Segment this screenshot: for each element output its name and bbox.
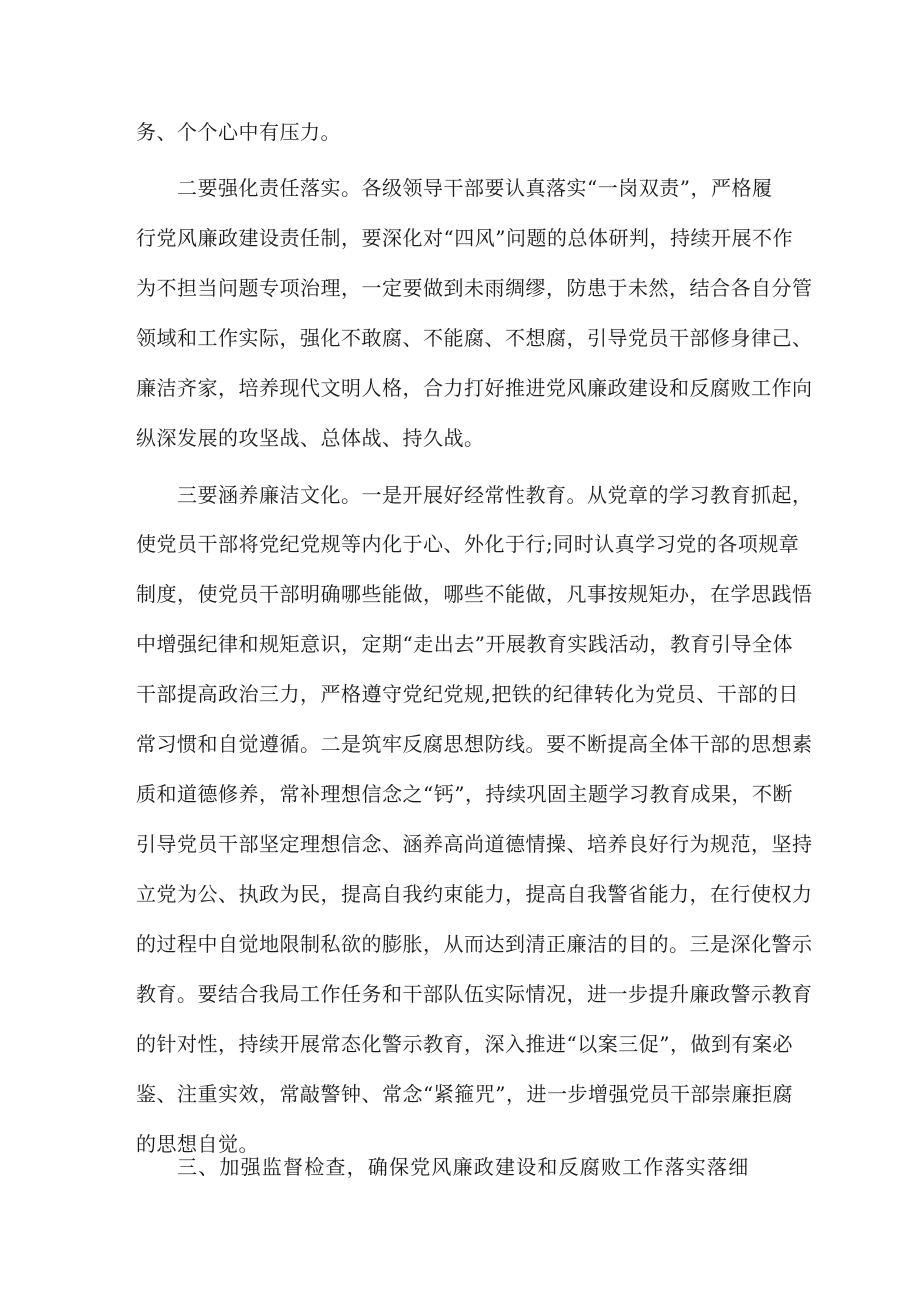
paragraph-2-line-2: 行党风廉政建设责任制，要深化对“四风”问题的总体研判，持续开展不作: [136, 226, 793, 250]
paragraph-3-line-5: 干部提高政治三力，严格遵守党纪党规,把铁的纪律转化为党员、干部的日: [136, 682, 799, 706]
paragraph-3-line-8: 引导党员干部坚定理想信念、涵养高尚道德情操、培养良好行为规范，坚持: [136, 832, 813, 856]
paragraph-2-line-3: 为不担当问题专项治理，一定要做到未雨绸缪，防患于未然，结合各自分管: [136, 276, 813, 300]
paragraph-3-line-14: 的思想自觉。: [136, 1132, 259, 1156]
paragraph-1-line-1: 务、个个心中有压力。: [136, 120, 341, 144]
paragraph-3-line-2: 使党员干部将党纪党规等内化于心、外化于行;同时认真学习党的各项规章: [136, 532, 800, 556]
paragraph-3-line-12: 的针对性，持续开展常态化警示教育，深入推进“以案三促”，做到有案必: [136, 1032, 793, 1056]
paragraph-3-line-1: 三要涵养廉洁文化。一是开展好经常性教育。从党章的学习教育抓起，: [177, 483, 813, 507]
paragraph-2-line-1: 二要强化责任落实。各级领导干部要认真落实“一岗双责”，严格履: [177, 176, 773, 200]
paragraph-3-line-7: 质和道德修养，常补理想信念之“钙”，持续巩固主题学习教育成果，不断: [136, 782, 793, 806]
paragraph-3-line-13: 鉴、注重实效，常敲警钟、常念“紧箍咒”，进一步增强党员干部崇廉拒腐: [136, 1082, 793, 1106]
paragraph-2-line-4: 领域和工作实际，强化不敢腐、不能腐、不想腐，引导党员干部修身律己、: [136, 326, 813, 350]
paragraph-3-line-9: 立党为公、执政为民，提高自我约束能力，提高自我警省能力，在行使权力: [136, 882, 813, 906]
paragraph-3-line-11: 教育。要结合我局工作任务和干部队伍实际情况，进一步提升廉政警示教育: [136, 982, 813, 1006]
paragraph-2-line-5: 廉洁齐家，培养现代文明人格，合力打好推进党风廉政建设和反腐败工作向: [136, 376, 813, 400]
section-heading: 三、加强监督检查，确保党风廉政建设和反腐败工作落实落细: [177, 1155, 750, 1179]
paragraph-3-line-4: 中增强纪律和规矩意识，定期“走出去”开展教育实践活动，教育引导全体: [136, 632, 793, 656]
paragraph-3-line-3: 制度，使党员干部明确哪些能做，哪些不能做，凡事按规矩办，在学思践悟: [136, 582, 813, 606]
paragraph-3-line-10: 的过程中自觉地限制私欲的膨胀，从而达到清正廉洁的目的。三是深化警示: [136, 932, 813, 956]
paragraph-2-line-6: 纵深发展的攻坚战、总体战、持久战。: [136, 426, 485, 450]
paragraph-3-line-6: 常习惯和自觉遵循。二是筑牢反腐思想防线。要不断提高全体干部的思想素: [136, 732, 813, 756]
